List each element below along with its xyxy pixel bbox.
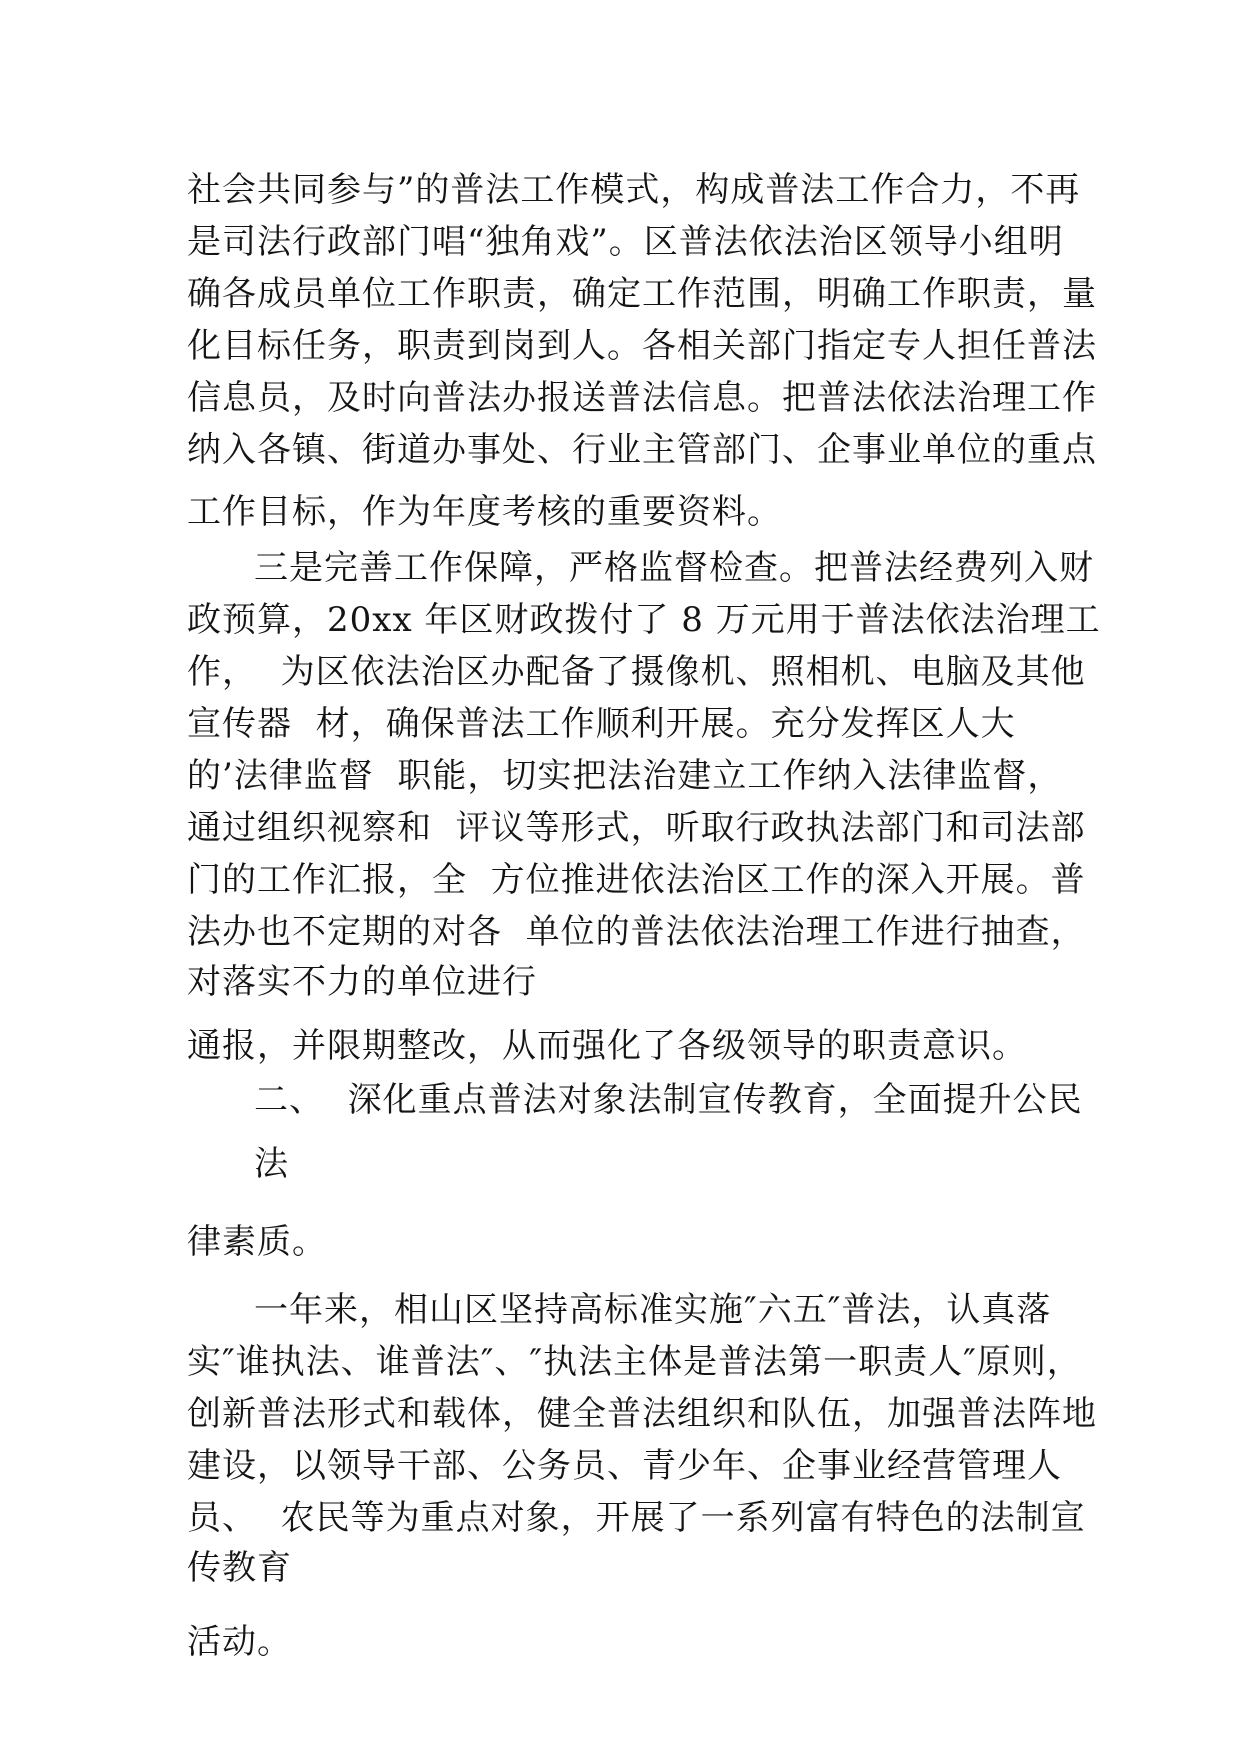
text-line: 实″谁执法、谁普法″、″执法主体是普法第一职责人″原则，	[187, 1342, 1082, 1382]
text-line: 通过组织视察和 评议等形式，听取行政执法部门和司法部	[187, 808, 1086, 848]
text-line: 化目标任务，职责到岗到人。各相关部门指定专人担任普法	[187, 326, 1097, 366]
text-line: 宣传器 材，确保普法工作顺利开展。充分发挥区人大	[187, 704, 1016, 744]
text-line: 通报，并限期整改，从而强化了各级领导的职责意识。	[187, 1026, 1027, 1066]
text-line: 作， 为区依法治区办配备了摄像机、照相机、电脑及其他	[187, 652, 1086, 692]
text-line: 建设，以领导干部、公务员、青少年、企事业经营管理人	[187, 1446, 1062, 1486]
text-line: 员、 农民等为重点对象，开展了一系列富有特色的法制宣	[187, 1498, 1086, 1538]
text-line: 信息员，及时向普法办报送普法信息。把普法依法治理工作	[187, 378, 1097, 418]
text-line: 活动。	[187, 1622, 292, 1662]
text-line: 法办也不定期的对各 单位的普法依法治理工作进行抽查，	[187, 912, 1086, 952]
text-line: 纳入各镇、街道办事处、行业主管部门、企事业单位的重点	[187, 430, 1097, 470]
text-line: 社会共同参与”的普法工作模式，构成普法工作合力，不再	[187, 170, 1081, 210]
text-line: 的’法律监督 职能，切实把法治建立工作纳入法律监督，	[187, 756, 1063, 796]
text-line: 确各成员单位工作职责，确定工作范围，明确工作职责，量	[187, 274, 1097, 314]
text-line: 创新普法形式和载体，健全普法组织和队伍，加强普法阵地	[187, 1394, 1097, 1434]
section-heading: 二、 深化重点普法对象法制宣传教育，全面提升公民	[254, 1080, 1083, 1120]
text-line: 对落实不力的单位进行	[187, 962, 537, 1002]
section-heading-end: 律素质。	[187, 1222, 327, 1262]
text-line: 政预算，20xx 年区财政拨付了 8 万元用于普法依法治理工	[187, 600, 1101, 640]
text-line: 是司法行政部门唱“独角戏”。区普法依法治区领导小组明	[187, 222, 1064, 262]
text-line: 工作目标，作为年度考核的重要资料。	[187, 492, 782, 532]
text-line: 门的工作汇报，全 方位推进依法治区工作的深入开展。普	[187, 860, 1086, 900]
paragraph-first-line: 一年来，相山区坚持高标准实施″六五″普法，认真落	[254, 1290, 1052, 1330]
section-heading-continued: 法	[254, 1144, 289, 1184]
text-line: 传教育	[187, 1548, 292, 1588]
paragraph-first-line: 三是完善工作保障，严格监督检查。把普法经费列入财	[254, 548, 1094, 588]
